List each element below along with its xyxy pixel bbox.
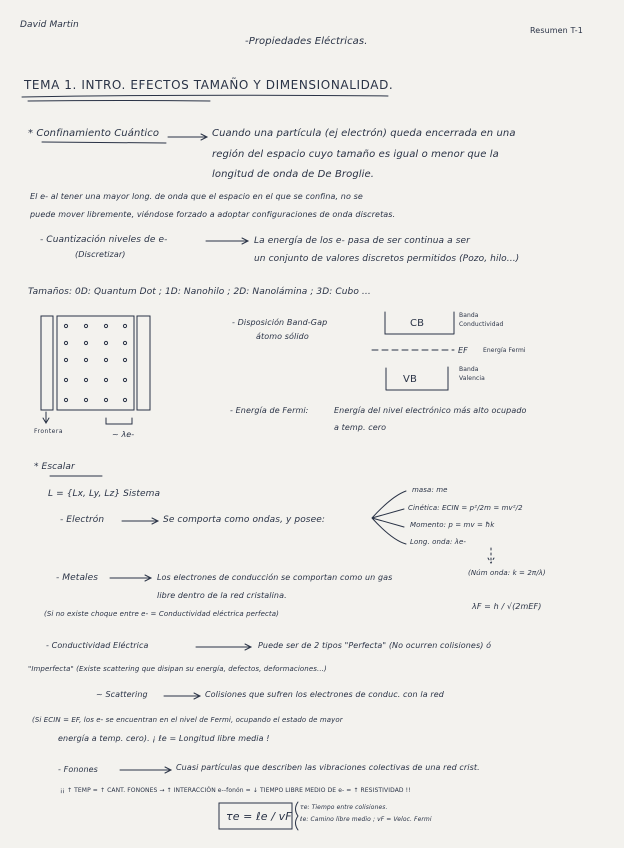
confinamiento-heading: * Confinamiento Cuántico: [28, 128, 160, 139]
electron-arrow: [122, 518, 158, 524]
ef-label: EF: [458, 346, 468, 355]
cb-note-2: Conductividad: [459, 321, 504, 328]
lambda-fermi-formula: λF = h / √(2mEF): [472, 602, 542, 611]
confinamiento-arrow: [168, 134, 207, 140]
tau-definition-1: τe: Tiempo entre colisiones.: [300, 804, 388, 811]
fermi-note-1: (Si ECIN = EF, los e- se encuentran en el nivel de Fermi, ocupando el estado de mayor: [32, 716, 343, 724]
lambda-label: ~ λe-: [112, 430, 135, 439]
frontera-arrow: [43, 412, 49, 423]
electron-label: - Electrón: [60, 515, 105, 525]
lambda-bracket: [106, 418, 132, 424]
lattice-dots: [64, 324, 126, 401]
cuantizacion-arrow: [206, 238, 248, 244]
tema-underline-2: [28, 101, 210, 102]
conductividad-label: - Conductividad Eléctrica: [46, 641, 149, 650]
resumen-label: Resumen T-1: [530, 26, 583, 35]
electron-long-onda: Long. onda: λe-: [410, 538, 467, 546]
escalar-heading: * Escalar: [34, 462, 75, 472]
tema-underline: [22, 95, 388, 97]
metales-label: - Metales: [56, 573, 99, 583]
tau-definition-2: ℓe: Camino libre medio ; vF = Veloc. Fermi: [300, 816, 432, 823]
electron-brace: [372, 491, 406, 544]
subject-title: -Propiedades Eléctricas.: [245, 36, 368, 47]
cuantizacion-label: - Cuantización niveles de e-: [40, 235, 168, 245]
confinamiento-def-2: región del espacio cuyo tamaño es igual o menor que la: [212, 149, 499, 160]
long-onda-down: [488, 548, 494, 563]
crystal-right-wall: [137, 316, 150, 410]
fermi-label: - Energía de Fermi:: [230, 406, 309, 415]
fonones-text: Cuasi partículas que describen las vibraciones colectivas de una red crist.: [176, 763, 480, 772]
fermi-text-1: Energía del nivel electrónico más alto ocupado: [334, 406, 527, 415]
conductividad-text-2: "Imperfecta" (Existe scattering que disipan su energía, defectos, deformaciones...): [28, 665, 327, 673]
confinamiento-underline: [42, 142, 166, 143]
ef-note: Energía Fermi: [483, 347, 526, 354]
conductividad-arrow: [196, 644, 251, 650]
system-size-definition: L = {Lx, Ly, Lz} Sistema: [48, 489, 161, 499]
tau-brace: [296, 802, 299, 830]
tau-box: [219, 803, 292, 829]
band-gap-label-2: átomo sólido: [256, 332, 309, 341]
numero-onda: (Núm onda: k = 2π/λ): [468, 569, 546, 577]
confinamiento-paragraph-2: puede mover libremente, viéndose forzado a adoptar configuraciones de onda discretas.: [30, 210, 396, 219]
fermi-text-2: a temp. cero: [334, 423, 387, 432]
electron-masa: masa: me: [412, 486, 448, 494]
fonones-label: - Fonones: [58, 765, 98, 774]
electron-cinetica: Cinética: ECIN = p²/2m = mv²/2: [408, 504, 523, 512]
fonones-relation: ¡¡ ↑ TEMP = ↑ CANT. FONONES → ↑ INTERACCIÓN e--fonón = ↓ TIEMPO LIBRE MEDIO DE e- = ↑ RESISTIVIDAD !!: [60, 787, 411, 794]
choque-note: (Si no existe choque entre e- = Conductividad eléctrica perfecta): [44, 610, 279, 618]
crystal-left-wall: [41, 316, 53, 410]
electron-momento: Momento: p = mv = ħk: [410, 521, 495, 529]
fermi-note-2: energía a temp. cero). ¡ ℓe = Longitud libre media !: [58, 734, 270, 743]
metales-text-1: Los electrones de conducción se comportan como un gas: [157, 573, 393, 582]
tau-formula: τe = ℓe / vF: [226, 810, 292, 823]
confinamiento-def-1: Cuando una partícula (ej electrón) queda encerrada en una: [212, 128, 516, 139]
cb-note-1: Banda: [459, 312, 479, 319]
scattering-arrow: [164, 693, 200, 699]
scattering-text: Colisiones que sufren los electrones de conduc. con la red: [205, 690, 444, 699]
frontera-label: Frontera: [34, 428, 64, 435]
scattering-label: ~ Scattering: [96, 690, 148, 699]
vb-box: [386, 367, 448, 390]
metales-arrow: [110, 575, 151, 581]
metales-text-2: libre dentro de la red cristalina.: [157, 591, 287, 600]
confinamiento-paragraph-1: El e- al tener una mayor long. de onda que el espacio en el que se confina, no se: [30, 192, 363, 201]
cuantizacion-text-2: un conjunto de valores discretos permitidos (Pozo, hilo...): [254, 254, 520, 264]
vb-note-1: Banda: [459, 366, 479, 373]
vb-note-2: Valencia: [459, 375, 485, 382]
tema-title: TEMA 1. INTRO. EFECTOS TAMAÑO Y DIMENSIONALIDAD.: [24, 78, 394, 92]
fonones-arrow: [120, 767, 171, 773]
band-gap-label-1: - Disposición Band-Gap: [232, 318, 328, 327]
cb-label: CB: [410, 318, 425, 329]
author-name: David Martin: [20, 20, 79, 30]
crystal-lattice: [57, 316, 134, 410]
vb-label: VB: [403, 374, 417, 385]
tamanos-line: Tamaños: 0D: Quantum Dot ; 1D: Nanohilo ; 2D: Nanolámina ; 3D: Cubo ...: [28, 287, 371, 297]
conductividad-text-1: Puede ser de 2 tipos "Perfecta" (No ocurren colisiones) ó: [258, 641, 492, 650]
cuantizacion-text-1: La energía de los e- pasa de ser continua a ser: [254, 236, 470, 246]
confinamiento-def-3: longitud de onda de De Broglie.: [212, 169, 375, 180]
cb-box: [385, 312, 454, 334]
cuantizacion-sub: (Discretizar): [75, 250, 126, 259]
electron-text: Se comporta como ondas, y posee:: [163, 515, 325, 525]
